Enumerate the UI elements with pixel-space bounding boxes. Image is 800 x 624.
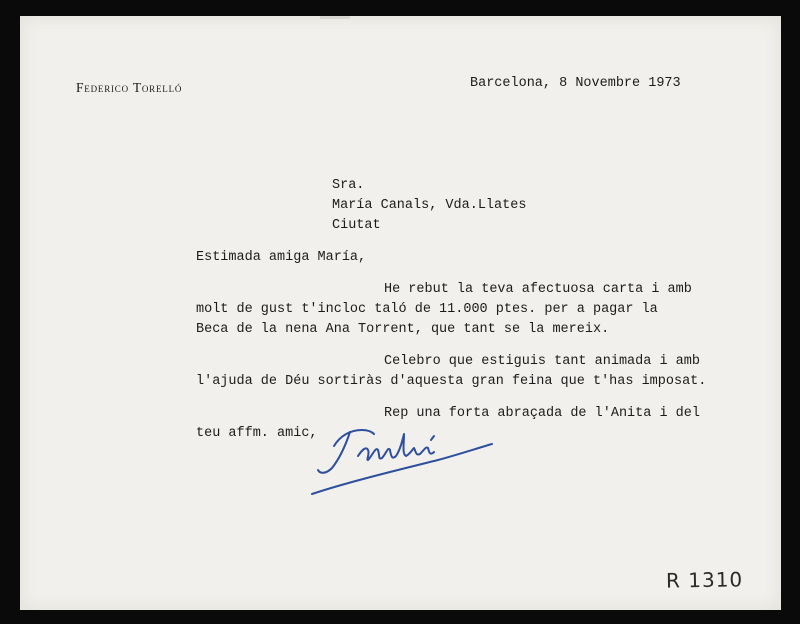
handwritten-signature xyxy=(288,416,508,496)
paragraph1-line2: molt de gust t'incloc taló de 11.000 ptes. per a pagar la xyxy=(196,302,658,317)
paragraph2-line2: l'ajuda de Déu sortiràs d'aquesta gran feina que t'has imposat. xyxy=(196,374,707,389)
sender-letterhead: Federico Torelló xyxy=(76,80,183,95)
paragraph3-line2: teu affm. amic, xyxy=(196,426,318,441)
letter-date: Barcelona, 8 Novembre 1973 xyxy=(470,76,681,91)
paragraph1-line3: Beca de la nena Ana Torrent, que tant se la mereix. xyxy=(196,322,610,337)
recipient-title: Sra. xyxy=(332,178,365,193)
paragraph2-line1: Celebro que estiguis tant animada i amb xyxy=(384,354,700,369)
paragraph1-line1: He rebut la teva afectuosa carta i amb xyxy=(384,282,692,297)
salutation: Estimada amiga María, xyxy=(196,250,367,265)
archive-reference-number: R 1310 xyxy=(665,567,744,593)
recipient-name: María Canals, Vda.Llates xyxy=(332,198,527,213)
recipient-city: Ciutat xyxy=(332,218,381,233)
letter-sheet xyxy=(20,16,781,610)
paragraph3-line1: Rep una forta abraçada de l'Anita i del xyxy=(384,406,700,421)
